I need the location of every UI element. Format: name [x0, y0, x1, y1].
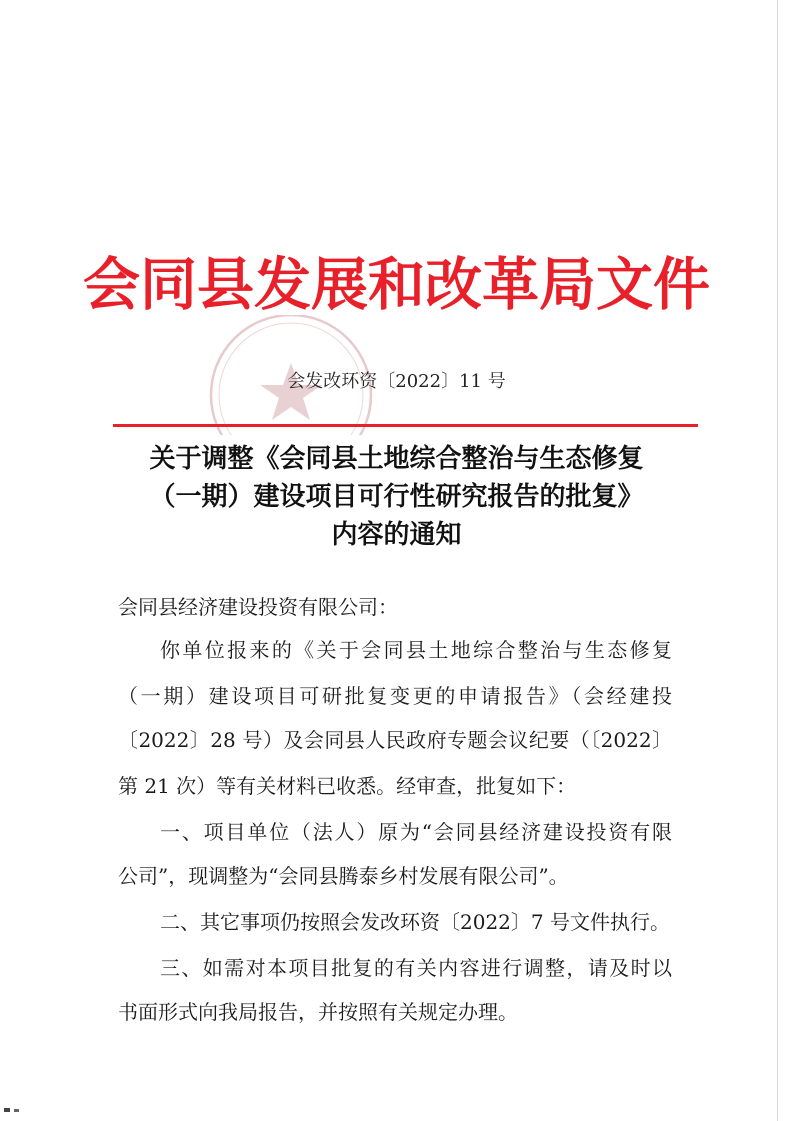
paragraph-line: 公司”，现调整为“会同县腾泰乡村发展有限公司”。: [118, 864, 569, 888]
subject-line: （一期）建设项目可行性研究报告的批复》: [149, 482, 644, 512]
red-separator-line: [113, 424, 698, 427]
paragraph-line: 书面形式向我局报告，并按照有关规定办理。: [118, 1000, 518, 1024]
scan-page-edge: [777, 0, 778, 1121]
paragraph-line: 二、其它事项仍按照会发改环资〔2022〕7 号文件执行。: [160, 910, 670, 934]
paragraph-line: 三、如需对本项目批复的有关内容进行调整，请及时以: [160, 956, 672, 980]
paragraph-line: 一、项目单位（法人）原为“会同县经济建设投资有限: [160, 820, 672, 844]
paragraph-line: （一期）建设项目可研批复变更的申请报告》（会经建投: [118, 684, 672, 708]
paragraph-line: 你单位报来的《关于会同县土地综合整治与生态修复: [160, 638, 672, 662]
document-number: 会发改环资〔2022〕11 号: [287, 371, 506, 392]
addressee: 会同县经济建设投资有限公司：: [118, 595, 398, 619]
paragraph-line: 第 21 次）等有关材料已收悉。经审查，批复如下：: [118, 774, 577, 798]
subject-line: 内容的通知: [331, 520, 462, 550]
document-subject: [0, 440, 793, 554]
paragraph-line: 〔2022〕28 号）及会同县人民政府专题会议纪要（〔2022〕: [118, 728, 672, 752]
subject-line: 关于调整《会同县土地综合整治与生态修复: [149, 444, 644, 474]
issuing-authority-title: 会同县发展和改革局文件: [83, 251, 710, 318]
scan-artifact-mark: [4, 1107, 28, 1113]
